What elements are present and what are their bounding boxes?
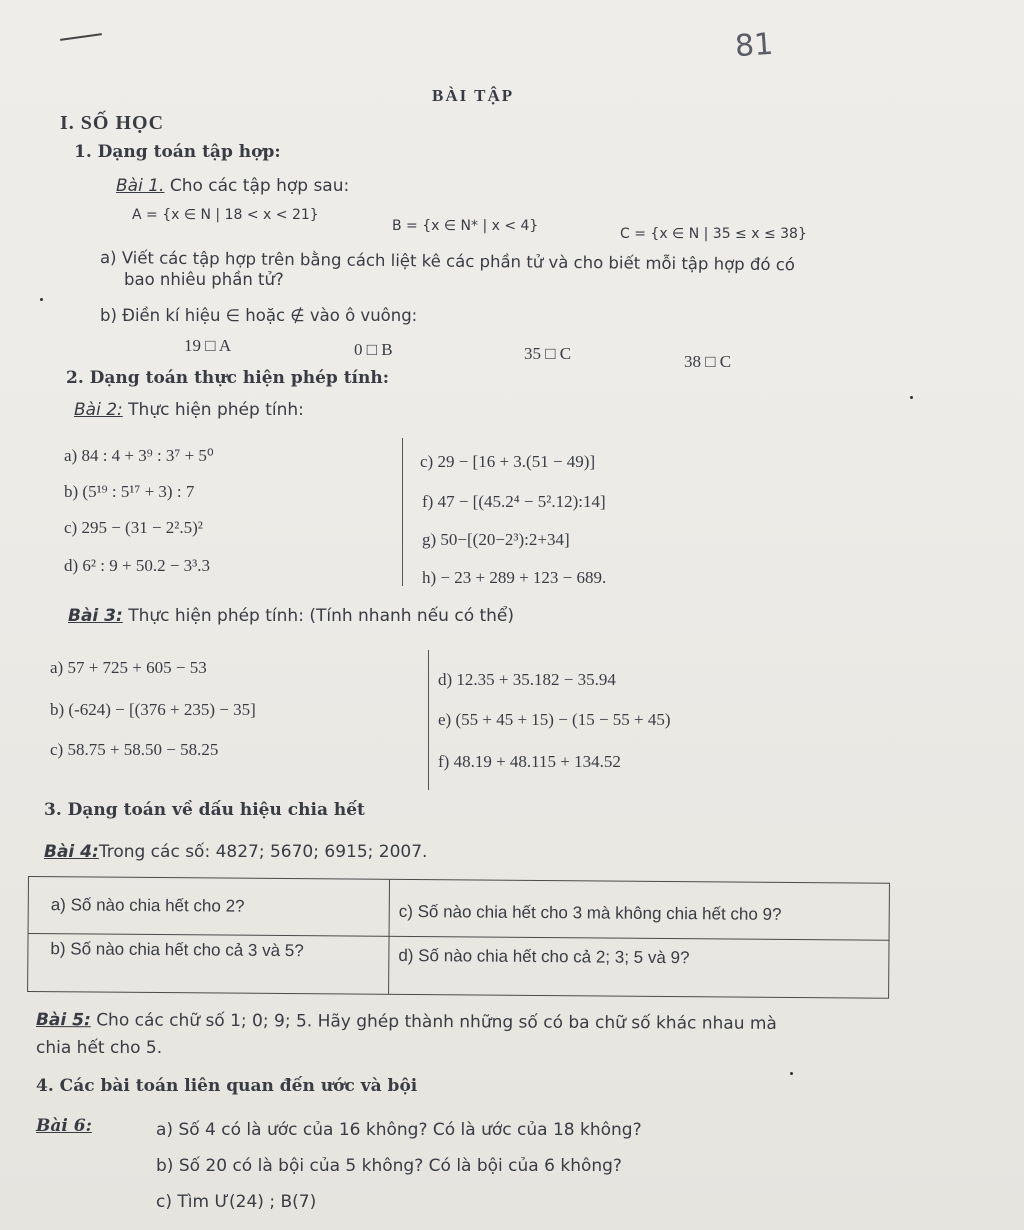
bai-3-item-f: f) 48.19 + 48.115 + 134.52 — [438, 752, 621, 771]
bai-2-item-e: c) 29 − [16 + 3.(51 − 49)] — [420, 452, 596, 471]
bai-3-item-c: c) 58.75 + 58.50 − 58.25 — [50, 740, 219, 759]
bai-5-text: Cho các chữ số 1; 0; 9; 5. Hãy ghép thành những số có ba chữ số khác nhau mà — [90, 1010, 777, 1034]
bai-3-divider — [428, 650, 429, 790]
bai-2-item-a: a) 84 : 4 + 3⁹ : 3⁷ + 5⁰ — [64, 446, 214, 465]
bai-2-item-h: h) − 23 + 289 + 123 − 689. — [422, 568, 607, 587]
section-4-heading: 4. Các bài toán liên quan đến ước và bội — [36, 1076, 418, 1096]
stray-dot-3 — [790, 1072, 793, 1075]
part-a-line-1: a) Viết các tập hợp trên bằng cách liệt kê các phần tử và cho biết mỗi tập hợp đó có — [99, 248, 796, 275]
fill-item-3: 35 □ C — [524, 344, 572, 363]
section-2-heading: 2. Dạng toán thực hiện phép tính: — [66, 368, 389, 388]
bai-1-line — [116, 176, 349, 196]
pen-mark — [60, 33, 102, 41]
bai-2-item-c: c) 295 − (31 − 2².5)² — [64, 518, 203, 537]
bai-5-line-1 — [36, 1010, 777, 1034]
bai-5-label: Bài 5: — [35, 1010, 91, 1031]
bai-3-item-e: e) (55 + 45 + 15) − (15 − 55 + 45) — [438, 710, 671, 729]
bai-4-text: Trong các số: 4827; 5670; 6915; 2007. — [98, 842, 428, 862]
bai-6-item-b: b) Số 20 có là bội của 5 không? Có là bội của 6 không? — [156, 1156, 622, 1176]
bai-4-line — [44, 842, 427, 862]
bai-3-label: Bài 3: — [68, 606, 123, 626]
bai-2-divider — [402, 438, 403, 586]
table-cell-a: a) Số nào chia hết cho 2? — [50, 895, 245, 916]
fill-item-4: 38 □ C — [684, 352, 732, 371]
page-number: 81 — [733, 26, 775, 65]
table-cell-c: c) Số nào chia hết cho 3 mà không chia hết cho 9? — [398, 901, 782, 924]
table-cell-d: d) Số nào chia hết cho cả 2; 3; 5 và 9? — [398, 945, 690, 968]
page-title: BÀI TẬP — [432, 86, 515, 105]
fill-item-1: 19 □ A — [184, 336, 232, 355]
bai-4-table — [27, 876, 890, 999]
bai-2-item-f: f) 47 − [(45.2⁴ − 5².12):14] — [422, 492, 606, 511]
bai-3-item-d: d) 12.35 + 35.182 − 35.94 — [438, 670, 616, 689]
bai-3-item-a: a) 57 + 725 + 605 − 53 — [50, 658, 207, 677]
bai-3-text: Thực hiện phép tính: (Tính nhanh nếu có thể) — [122, 606, 515, 626]
bai-2-item-d: d) 6² : 9 + 50.2 − 3³.3 — [64, 556, 211, 575]
set-c: C = {x ∈ N | 35 ≤ x ≤ 38} — [620, 226, 807, 242]
stray-dot-2 — [910, 396, 913, 399]
table-cell-b: b) Số nào chia hết cho cả 3 và 5? — [50, 939, 304, 961]
part-b: b) Điền kí hiệu ∈ hoặc ∉ vào ô vuông: — [100, 306, 418, 325]
part-heading: I. SỐ HỌC — [60, 112, 165, 134]
bai-6-label: Bài 6: — [36, 1116, 92, 1136]
bai-1-text: Cho các tập hợp sau: — [164, 176, 350, 196]
bai-3-item-b: b) (-624) − [(376 + 235) − 35] — [50, 700, 256, 719]
fill-item-2: 0 □ B — [354, 340, 393, 359]
section-3-heading: 3. Dạng toán về dấu hiệu chia hết — [44, 800, 365, 820]
set-b: B = {x ∈ N* | x < 4} — [392, 218, 539, 234]
bai-6-item-c: c) Tìm Ư(24) ; B(7) — [156, 1192, 317, 1212]
bai-6-item-a: a) Số 4 có là ước của 16 không? Có là ước của 18 không? — [156, 1120, 642, 1140]
bai-2-item-b: b) (5¹⁹ : 5¹⁷ + 3) : 7 — [64, 482, 195, 501]
bai-5-line-2: chia hết cho 5. — [36, 1038, 163, 1058]
part-a-line-2: bao nhiêu phần tử? — [124, 270, 284, 289]
section-1-heading: 1. Dạng toán tập hợp: — [74, 142, 281, 162]
set-a: A = {x ∈ N | 18 < x < 21} — [132, 207, 319, 223]
stray-dot-1 — [40, 298, 43, 301]
bai-2-text: Thực hiện phép tính: — [122, 400, 304, 420]
bai-3-line — [68, 606, 514, 626]
bai-1-label: Bài 1. — [116, 176, 165, 196]
bai-2-item-g: g) 50−[(20−2³):2+34] — [422, 530, 570, 549]
bai-4-label: Bài 4: — [44, 842, 99, 862]
bai-2-line — [74, 400, 304, 420]
bai-2-label: Bài 2: — [74, 400, 123, 420]
